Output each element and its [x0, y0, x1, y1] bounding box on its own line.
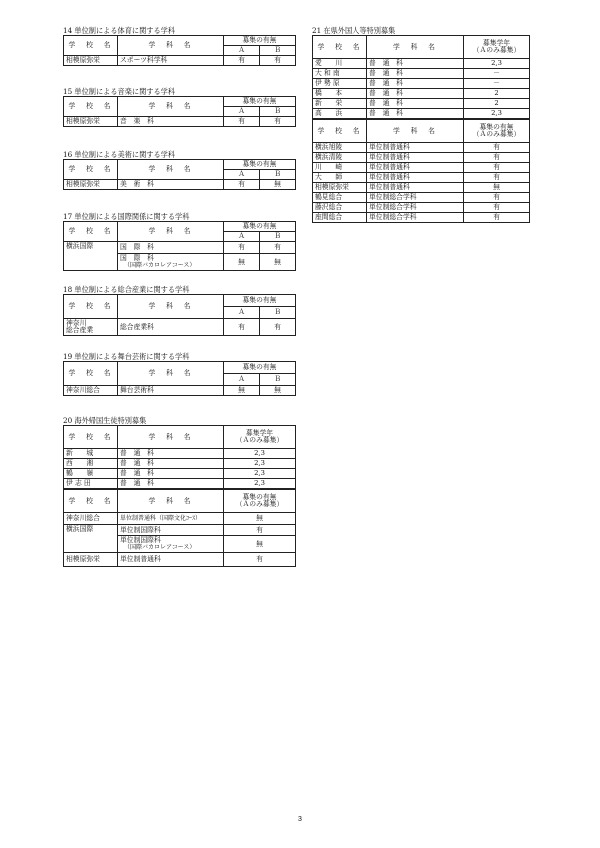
year-header: [464, 36, 530, 59]
value-cell: 有: [464, 163, 530, 173]
course-header: 学 科 名: [118, 222, 224, 242]
a-cell: 有: [224, 242, 260, 254]
section-14: [63, 26, 296, 66]
table-row: [313, 173, 530, 183]
col-a-header: Ａ: [224, 107, 260, 117]
course-header: 学 科 名: [118, 295, 224, 319]
year-header: [224, 426, 296, 449]
section-title: 21 在県外国人等特別募集: [312, 26, 396, 35]
exist-header-line-2: （Ａのみ募集）: [235, 500, 284, 508]
section-17: [63, 212, 296, 271]
section-18-table: [63, 294, 296, 336]
value-cell: 無: [224, 536, 296, 553]
recruit-header: 募集の有無: [224, 222, 296, 232]
section-title: 18 単位制による総合産業に関する学科: [63, 285, 190, 294]
school-header: 学 校 名: [313, 119, 367, 143]
year-header-line-1: 募集学年: [482, 39, 511, 47]
table-row: [64, 449, 296, 459]
col-b-header: Ｂ: [260, 374, 296, 386]
a-cell: 無: [224, 386, 260, 396]
table-row: [64, 525, 296, 536]
school-line-1: 神奈川: [66, 319, 87, 327]
col-a-header: Ａ: [224, 232, 260, 242]
school-header: 学 校 名: [64, 97, 118, 117]
value-cell: 有: [464, 213, 530, 223]
school-cell: 鶴見総合: [313, 193, 367, 203]
value-cell: 有: [464, 173, 530, 183]
b-cell: 有: [260, 56, 296, 66]
table-row: [64, 553, 296, 567]
course-cell: 普 通 科: [118, 449, 224, 459]
course-header: 学 科 名: [118, 426, 224, 449]
course-cell: 普 通 科: [367, 69, 464, 79]
year-cell: 2,3: [224, 479, 296, 490]
school-header: 学 校 名: [313, 36, 367, 59]
course-cell: 総合産業科: [118, 319, 224, 336]
year-cell: －: [464, 69, 530, 79]
course-cell: 単位制総合学科: [367, 213, 464, 223]
section-19-table: [63, 361, 296, 396]
a-cell: 無: [224, 254, 260, 271]
school-cell: 伊 志 田: [64, 479, 118, 490]
col-b-header: Ｂ: [260, 170, 296, 180]
year-cell: 2,3: [224, 469, 296, 479]
course-cell: 単位制総合学科: [367, 193, 464, 203]
section-title: 19 単位制による舞台芸術に関する学科: [63, 352, 190, 361]
table-row: [64, 56, 296, 66]
page-number: 3: [298, 816, 302, 823]
school-cell: 相模原弥栄: [64, 180, 118, 190]
col-b-header: Ｂ: [260, 307, 296, 319]
course-cell: 音 楽 科: [118, 117, 224, 127]
table-row: [64, 242, 296, 254]
value-cell: 有: [464, 153, 530, 163]
table-row: [313, 193, 530, 203]
table-row: [313, 163, 530, 173]
year-cell: 2,3: [464, 59, 530, 69]
course-cell: 単位制普通科（国際文化ｺｰｽ）: [118, 513, 224, 525]
course-cell: 単位制普通科: [367, 163, 464, 173]
section-title: 17 単位制による国際関係に関する学科: [63, 212, 190, 221]
course-cell: 単位制総合学科: [367, 203, 464, 213]
table-row: [64, 513, 296, 525]
school-cell: 新 栄: [313, 99, 367, 109]
school-cell: 神奈川総合: [64, 386, 118, 396]
school-cell: 横浜国際: [64, 242, 118, 271]
col-b-header: Ｂ: [260, 46, 296, 56]
year-cell: －: [464, 79, 530, 89]
section-title: 15 単位制による音楽に関する学科: [63, 87, 176, 96]
section-14-table: [63, 35, 296, 66]
course-cell: 普 通 科: [367, 79, 464, 89]
recruit-header: 募集の有無: [224, 160, 296, 170]
course-cell: 普 通 科: [118, 469, 224, 479]
section-20-table: [63, 425, 296, 567]
section-title: 20 海外帰国生徒特別募集: [63, 416, 147, 425]
course-cell: 単位制普通科: [118, 553, 224, 567]
table-row: [64, 180, 296, 190]
recruit-header: 募集の有無: [224, 36, 296, 46]
recruit-header: 募集の有無: [224, 362, 296, 374]
exist-header-line-2: （Ａのみ募集）: [472, 130, 521, 138]
section-16: [63, 150, 296, 190]
course-cell: 単位制普通科: [367, 153, 464, 163]
school-header: 学 校 名: [64, 295, 118, 319]
school-cell: 西 湘: [64, 459, 118, 469]
course-name: 国 際 科: [120, 254, 154, 262]
course-sub: （国際バカロレアコース）: [124, 544, 196, 551]
table-row: [313, 89, 530, 99]
exist-header: [224, 489, 296, 513]
col-a-header: Ａ: [224, 374, 260, 386]
a-cell: 有: [224, 56, 260, 66]
col-a-header: Ａ: [224, 307, 260, 319]
course-header: 学 科 名: [118, 36, 224, 56]
year-header-line-1: 募集学年: [245, 429, 274, 437]
school-line-2: 総合産業: [66, 326, 94, 334]
section-title: 14 単位制による体育に関する学科: [63, 26, 176, 35]
b-cell: 有: [260, 117, 296, 127]
section-17-table: [63, 221, 296, 271]
course-header: 学 科 名: [367, 119, 464, 143]
school-cell: 相模原弥栄: [64, 117, 118, 127]
section-19: [63, 352, 296, 396]
section-21-table: [312, 35, 530, 223]
school-cell: 伊 勢 原: [313, 79, 367, 89]
school-cell: 藤沢総合: [313, 203, 367, 213]
course-cell: 国 際 科: [118, 242, 224, 254]
course-cell: 普 通 科: [118, 479, 224, 490]
course-cell: 単位制普通科: [367, 173, 464, 183]
recruit-header: 募集の有無: [224, 97, 296, 107]
course-cell: 普 通 科: [367, 59, 464, 69]
course-header: 学 科 名: [367, 36, 464, 59]
value-cell: 有: [464, 143, 530, 153]
course-header: 学 科 名: [118, 362, 224, 386]
col-b-header: Ｂ: [260, 107, 296, 117]
course-cell: 舞台芸術科: [118, 386, 224, 396]
course-header: 学 科 名: [118, 489, 224, 513]
a-cell: 有: [224, 180, 260, 190]
table-row: [64, 117, 296, 127]
section-21: [312, 26, 530, 223]
school-cell: 横浜清陵: [313, 153, 367, 163]
exist-header-line-1: 募集の有無: [479, 123, 514, 131]
b-cell: 有: [260, 242, 296, 254]
school-header: 学 校 名: [64, 222, 118, 242]
table-row: [313, 79, 530, 89]
table-row: [313, 153, 530, 163]
year-header-line-2: （Ａのみ募集）: [235, 436, 284, 444]
table-row: [313, 69, 530, 79]
section-15: [63, 87, 296, 127]
section-20: [63, 416, 296, 567]
table-row: [313, 203, 530, 213]
school-cell: 座間総合: [313, 213, 367, 223]
b-cell: 有: [260, 319, 296, 336]
course-name: 単位制国際科: [120, 536, 161, 544]
school-header: 学 校 名: [64, 362, 118, 386]
col-a-header: Ａ: [224, 46, 260, 56]
course-cell: 単位制普通科: [367, 183, 464, 193]
course-cell: 美 術 科: [118, 180, 224, 190]
table-row: [313, 183, 530, 193]
value-cell: 有: [464, 193, 530, 203]
school-cell: 橋 本: [313, 89, 367, 99]
school-cell: 神奈川総合: [64, 513, 118, 525]
section-15-table: [63, 96, 296, 127]
school-cell: 相模原弥栄: [64, 56, 118, 66]
table-row: [64, 386, 296, 396]
table-row: [64, 469, 296, 479]
col-a-header: Ａ: [224, 170, 260, 180]
school-cell: 鶴 嶺: [64, 469, 118, 479]
school-cell: 大 師: [313, 173, 367, 183]
a-cell: 有: [224, 117, 260, 127]
b-cell: 無: [260, 254, 296, 271]
value-cell: 無: [224, 513, 296, 525]
course-cell: 普 通 科: [367, 109, 464, 120]
table-row: [313, 109, 530, 120]
school-cell: 横浜国際: [64, 525, 118, 553]
course-sub: （国際バカロレアコース）: [124, 262, 196, 269]
table-row: [64, 459, 296, 469]
table-row: [313, 143, 530, 153]
school-header: 学 校 名: [64, 426, 118, 449]
b-cell: 無: [260, 180, 296, 190]
course-cell: 単位制国際科: [118, 525, 224, 536]
year-cell: 2,3: [224, 449, 296, 459]
table-row: [313, 99, 530, 109]
value-cell: 有: [224, 553, 296, 567]
year-cell: 2,3: [464, 109, 530, 120]
section-16-table: [63, 159, 296, 190]
course-header: 学 科 名: [118, 160, 224, 180]
exist-header: [464, 119, 530, 143]
year-cell: 2,3: [224, 459, 296, 469]
table-row: [64, 479, 296, 490]
course-cell: スポーツ科学科: [118, 56, 224, 66]
col-b-header: Ｂ: [260, 232, 296, 242]
school-cell: 愛 川: [313, 59, 367, 69]
school-cell: 相模原弥栄: [64, 553, 118, 567]
school-cell: [64, 319, 118, 336]
recruit-header: 募集の有無: [224, 295, 296, 307]
course-header: 学 科 名: [118, 97, 224, 117]
school-cell: 川 崎: [313, 163, 367, 173]
b-cell: 無: [260, 386, 296, 396]
a-cell: 有: [224, 319, 260, 336]
school-cell: 横浜旭陵: [313, 143, 367, 153]
value-cell: 無: [464, 183, 530, 193]
year-header-line-2: （Ａのみ募集）: [472, 46, 521, 54]
value-cell: 有: [464, 203, 530, 213]
course-cell: 普 通 科: [118, 459, 224, 469]
school-header: 学 校 名: [64, 489, 118, 513]
school-cell: 相模原弥栄: [313, 183, 367, 193]
table-row: [313, 213, 530, 223]
course-cell: [118, 536, 224, 553]
table-row: [313, 59, 530, 69]
school-cell: 新 城: [64, 449, 118, 459]
section-18: [63, 285, 296, 336]
value-cell: 有: [224, 525, 296, 536]
school-header: 学 校 名: [64, 160, 118, 180]
year-cell: 2: [464, 89, 530, 99]
exist-header-line-1: 募集の有無: [242, 493, 277, 501]
school-cell: 大 和 南: [313, 69, 367, 79]
course-cell: 単位制普通科: [367, 143, 464, 153]
course-cell: [118, 254, 224, 271]
school-header: 学 校 名: [64, 36, 118, 56]
school-cell: 高 浜: [313, 109, 367, 120]
table-row: [64, 319, 296, 336]
section-title: 16 単位制による美術に関する学科: [63, 150, 176, 159]
year-cell: 2: [464, 99, 530, 109]
course-cell: 普 通 科: [367, 99, 464, 109]
course-cell: 普 通 科: [367, 89, 464, 99]
